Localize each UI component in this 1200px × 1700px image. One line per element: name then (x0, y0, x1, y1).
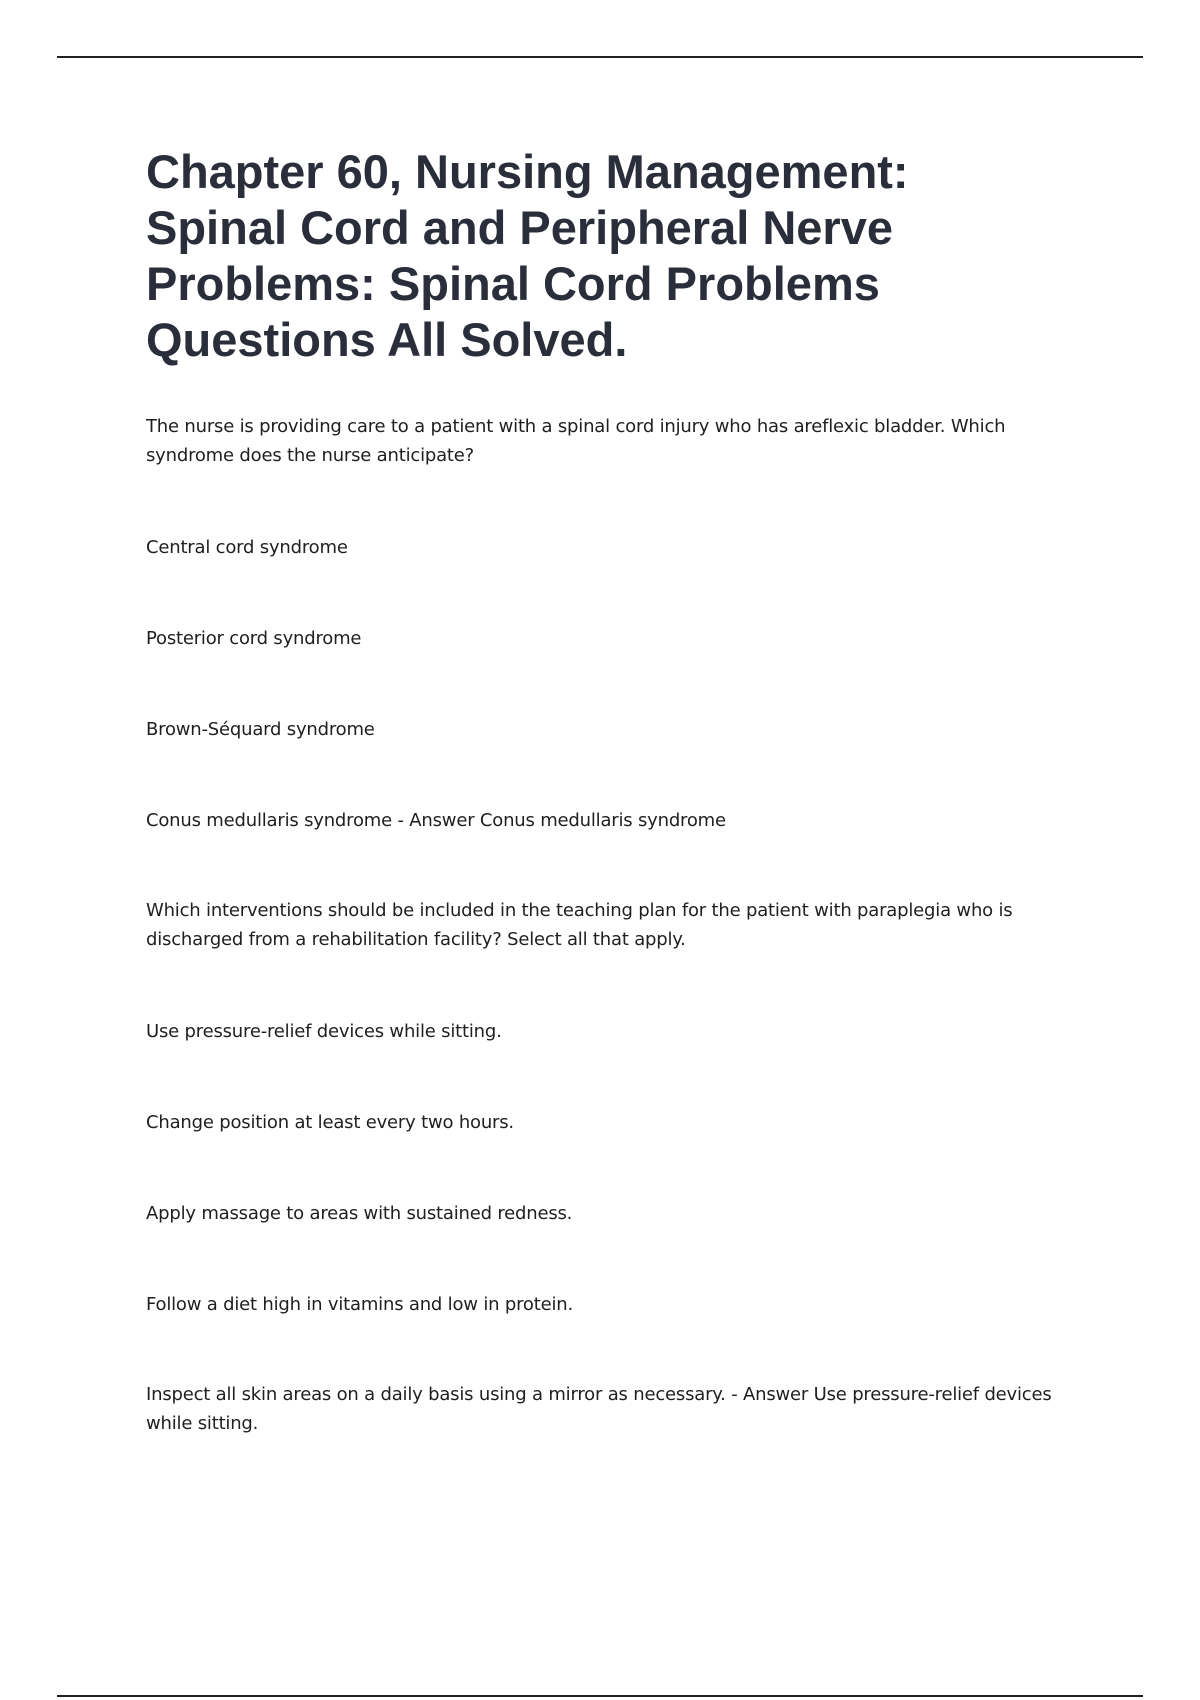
question-1-option: Posterior cord syndrome (146, 628, 362, 649)
question-1-option: Brown-Séquard syndrome (146, 719, 375, 740)
title-line: Chapter 60, Nursing Management: (146, 145, 909, 198)
question-2-option-with-answer: Inspect all skin areas on a daily basis using a mirror as necessary. - Answer Use pressure-relief devices while sitting. (146, 1384, 1052, 1434)
page-title (146, 144, 1106, 368)
question-2-option: Follow a diet high in vitamins and low in protein. (146, 1294, 573, 1315)
question-1-option: Central cord syndrome (146, 537, 348, 558)
title-line: Spinal Cord and Peripheral Nerve (146, 201, 893, 254)
question-1-option-with-answer: Conus medullaris syndrome - Answer Conus medullaris syndrome (146, 810, 726, 831)
question-2-text: Which interventions should be included in the teaching plan for the patient with paraplegia who is discharged from a rehabilitation facility? Select all that apply. (146, 900, 1013, 950)
title-line: Problems: Spinal Cord Problems (146, 257, 880, 310)
question-2-option: Apply massage to areas with sustained redness. (146, 1203, 573, 1224)
question-2-option: Change position at least every two hours. (146, 1112, 514, 1133)
bottom-divider (57, 1695, 1143, 1697)
question-2-option: Use pressure-relief devices while sitting. (146, 1021, 502, 1042)
question-1-text: The nurse is providing care to a patient with a spinal cord injury who has areflexic bladder. Which syndrome does the nurse anticipate? (146, 416, 1006, 466)
top-divider (57, 56, 1143, 58)
title-line: Questions All Solved. (146, 313, 628, 366)
